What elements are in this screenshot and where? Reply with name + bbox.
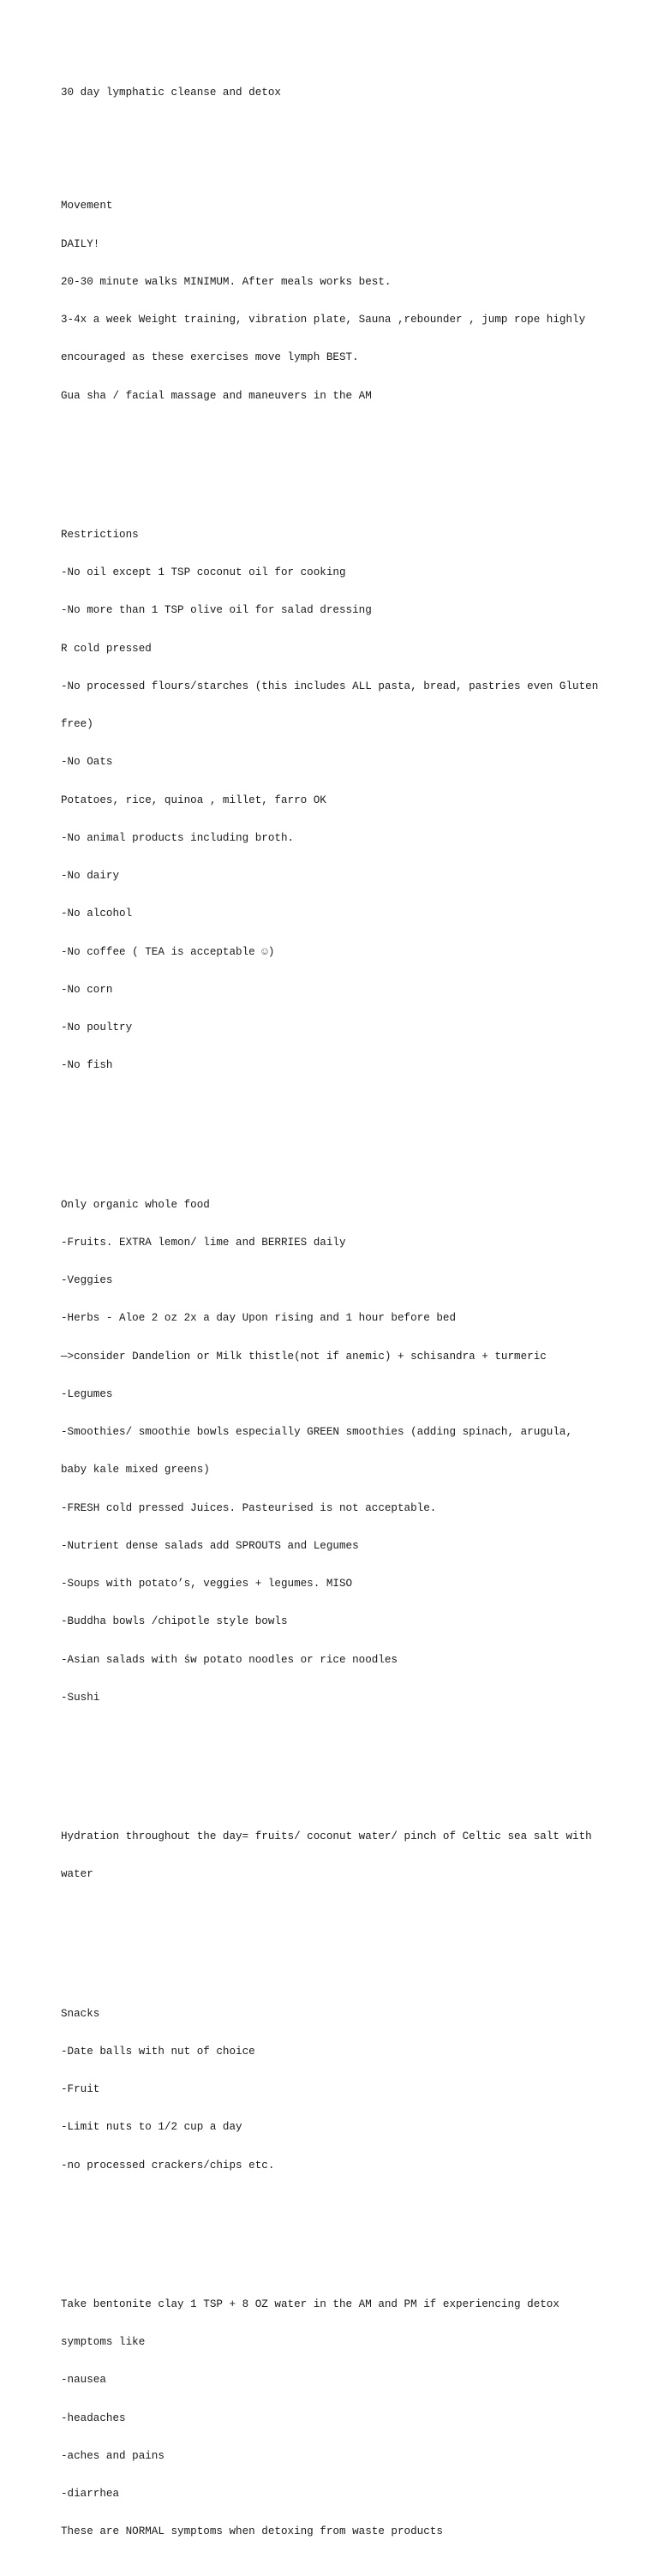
whole-food-item: —>consider Dandelion or Milk thistle(not if anemic) + schisandra + turmeric xyxy=(61,1350,547,1363)
hydration-line: water xyxy=(61,1868,93,1881)
spacer xyxy=(61,1123,609,1135)
whole-food-item: -Veggies xyxy=(61,1274,113,1286)
whole-food-item: -Fruits. EXTRA lemon/ lime and BERRIES daily xyxy=(61,1236,346,1249)
whole-food-heading: Only organic whole food xyxy=(61,1198,210,1211)
hydration-section xyxy=(61,1806,609,1907)
bentonite-line: symptoms like xyxy=(61,2336,146,2348)
whole-food-item: -Legumes xyxy=(61,1387,113,1400)
restrictions-section xyxy=(61,503,609,1097)
symptom-item: -headaches xyxy=(61,2411,126,2424)
movement-line: DAILY! xyxy=(61,237,100,250)
symptom-item: -diarrhea xyxy=(61,2488,120,2500)
whole-food-section xyxy=(61,1173,609,1729)
movement-section xyxy=(61,175,609,428)
spacer xyxy=(61,1755,609,1768)
restriction-item: -No more than 1 TSP olive oil for salad dressing xyxy=(61,604,372,617)
hydration-line: Hydration throughout the day= fruits/ coconut water/ pinch of Celtic sea salt with xyxy=(61,1830,592,1842)
whole-food-item: -FRESH cold pressed Juices. Pasteurised is not acceptable. xyxy=(61,1501,437,1514)
whole-food-item: -Buddha bowls /chipotle style bowls xyxy=(61,1615,288,1628)
bentonite-section xyxy=(61,2273,609,2563)
restriction-item: -No alcohol xyxy=(61,908,133,920)
restriction-item: -No coffee ( TEA is acceptable ☺) xyxy=(61,945,275,958)
whole-food-item: -Nutrient dense salads add SPROUTS and Legumes xyxy=(61,1539,359,1552)
snack-item: -no processed crackers/chips etc. xyxy=(61,2159,275,2172)
spacer xyxy=(61,1932,609,1944)
symptom-item: -nausea xyxy=(61,2374,106,2387)
snack-item: -Limit nuts to 1/2 cup a day xyxy=(61,2121,242,2134)
restriction-item: -No corn xyxy=(61,983,113,996)
bentonite-note: These are NORMAL symptoms when detoxing from waste products xyxy=(61,2525,443,2538)
restriction-item: Potatoes, rice, quinoa , millet, farro OK xyxy=(61,794,326,806)
movement-line: 20-30 minute walks MINIMUM. After meals works best. xyxy=(61,275,392,288)
spacer xyxy=(61,2222,609,2235)
restriction-item: free) xyxy=(61,718,93,730)
whole-food-item: -Sushi xyxy=(61,1691,100,1704)
whole-food-item: -Smoothies/ smoothie bowls especially GREEN smoothies (adding spinach, arugula, xyxy=(61,1426,573,1438)
restriction-item: R cold pressed xyxy=(61,642,152,655)
symptom-item: -aches and pains xyxy=(61,2449,164,2462)
whole-food-item: baby kale mixed greens) xyxy=(61,1464,210,1477)
snacks-section xyxy=(61,1982,609,2197)
restriction-item: -No poultry xyxy=(61,1021,133,1033)
whole-food-item: -Asian salads with św potato noodles or rice noodles xyxy=(61,1653,398,1666)
bentonite-line: Take bentonite clay 1 TSP + 8 OZ water in the AM and PM if experiencing detox xyxy=(61,2297,559,2310)
restriction-item: -No dairy xyxy=(61,870,120,882)
movement-line: Gua sha / facial massage and maneuvers in the AM xyxy=(61,389,372,402)
restrictions-heading: Restrictions xyxy=(61,528,139,541)
snack-item: -Date balls with nut of choice xyxy=(61,2045,255,2058)
snacks-heading: Snacks xyxy=(61,2007,100,2020)
restriction-item: -No processed flours/starches (this includes ALL pasta, bread, pastries even Gluten xyxy=(61,680,599,692)
spacer xyxy=(61,124,609,137)
spacer xyxy=(61,452,609,465)
snack-item: -Fruit xyxy=(61,2083,100,2095)
restriction-item: -No oil except 1 TSP coconut oil for cooking xyxy=(61,566,346,578)
movement-line: encouraged as these exercises move lymph BEST. xyxy=(61,351,359,364)
movement-heading: Movement xyxy=(61,200,113,213)
document-page xyxy=(61,61,609,2576)
document-title: 30 day lymphatic cleanse and detox xyxy=(61,86,281,99)
restriction-item: -No Oats xyxy=(61,756,113,769)
restriction-item: -No animal products including broth. xyxy=(61,831,295,844)
restriction-item: -No fish xyxy=(61,1059,113,1072)
movement-line: 3-4x a week Weight training, vibration plate, Sauna ,rebounder , jump rope highly xyxy=(61,314,586,326)
whole-food-item: -Soups with potato’s, veggies + legumes. MISO xyxy=(61,1578,353,1590)
whole-food-item: -Herbs - Aloe 2 oz 2x a day Upon rising and 1 hour before bed xyxy=(61,1312,457,1325)
